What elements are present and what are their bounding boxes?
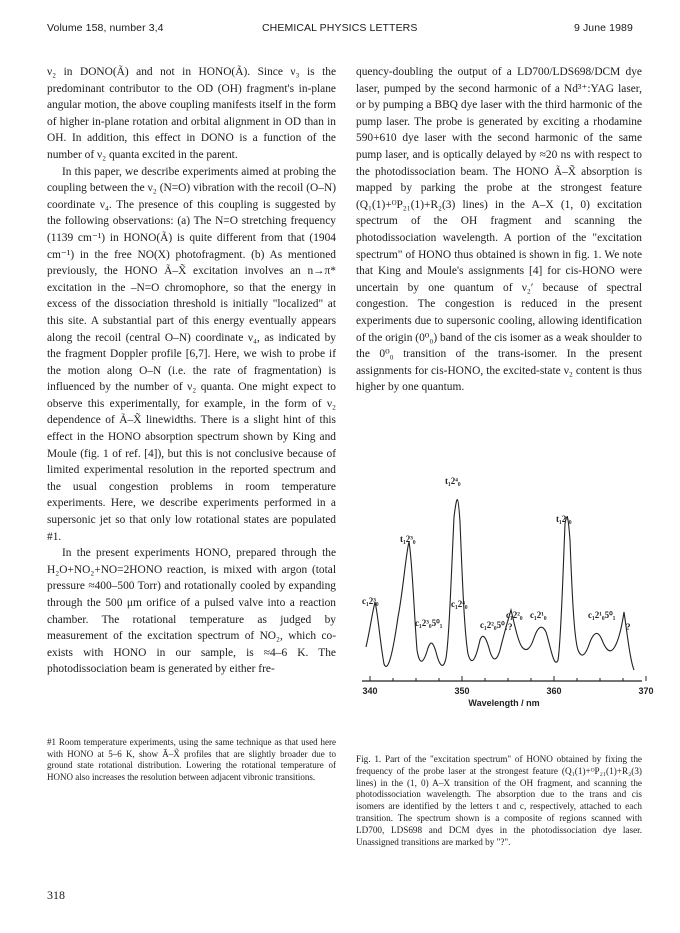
right-paragraph-1: quency-doubling the output of a LD700/LDS698/DCM dye laser, pumped by the second harmonic of a Nd³⁺:YAG laser, or by pumping a BBQ dye laser with the third harmonic of the pump laser. The probe is generated by exciting a rhodamine 590+610 dye laser with the second harmonic of the same pump laser, and is optically delayed by ≈20 ns with respect to the photodissociation beam. The HONO Ã–X̃ absorption is mapped by parking the probe at the strongest feature (Q₁(1)+ᴼP₂₁(1)+R₂(3) lines) in the A–X (1, 0) excitation spectrum of the OH fragment and scanning the photodissociation wavelength. A portion of the "excitation spectrum" of HONO thus obtained is shown in fig. 1. We note that King and Moule's assignments [4] for cis-HONO were uncertain by one quantum of ν₂′ because of spectral congestion. The congestion is reduced in the present experiments due to supersonic cooling, allowing identification of the origin (0⁰₀) band of the cis isomer as a weak shoulder to the 0⁰₀ transition of the trans-isomer. In the present assignments for cis-HONO, the excited-state ν₂ content is thus higher by one quantum. <box>356 66 642 394</box>
peak-label: c₁2²₀5⁰₁ <box>480 620 508 630</box>
spectrum-trace <box>366 500 634 670</box>
footnote: #1 Room temperature experiments, using the same technique as that used here with HONO at 5–6 K, show Ã–X̃ profiles that are slightly broader due to ground state rotational distribution. Lowering the rotational temperature of HONO also increases the resolution between adjacent vibronic transitions. <box>47 737 336 782</box>
x-tick-label: 340 <box>362 686 378 696</box>
figure-caption: Fig. 1. Part of the "excitation spectrum" of HONO obtained by fixing the frequency of the probe laser at the strongest feature (Q₁(1)+ᴼP₂₁(1)+R₂(3) lines) in the (1, 0) A–X transition of the OH fragment, and scanning the photodissociation wavelength. The absorption due to the trans and cis isomers are identified by the letters t and c, respectively, attached to each transition. The spectrum shown is a composite of regions scanned with LD700, LDS698 and DCM dyes in the photodissociation dye laser. Unassigned transitions are marked by "?". <box>356 754 642 847</box>
x-tick-label: 370 <box>638 686 654 696</box>
header-volume: Volume 158, number 3,4 <box>47 22 164 34</box>
x-axis-ticks <box>370 676 646 681</box>
peak-label: c₁2¹₀5⁰₁ <box>588 610 616 620</box>
peak-label: ? <box>508 622 513 632</box>
peak-label: t₁2⁴₀ <box>445 476 461 486</box>
peak-label: c₁2¹₀ <box>530 610 547 620</box>
peak-label: c₁2²₀ <box>506 610 523 620</box>
x-tick-label: 350 <box>454 686 470 696</box>
peak-label: c₁2⁴₀ <box>451 599 468 609</box>
figure-1-spectrum <box>358 476 658 744</box>
header-date: 9 June 1989 <box>574 22 633 34</box>
peak-label: c₁2³₀ <box>362 596 379 606</box>
page-number: 318 <box>47 888 65 902</box>
left-paragraph-1: ν₂ in DONO(Ã) and not in HONO(Ã). Since ν₃ is the predominant contributor to the OD (OH) fragment's in-plane angular motion, the above coupling manifests itself in the form of higher in-plane rotation and orbital alignment in OD than in OH. In addition, this effect in DONO is a function of the number of ν₂ quanta excited in the parent. <box>47 66 336 161</box>
left-paragraph-2: In this paper, we describe experiments aimed at probing the coupling between the ν₂ (N=O) vibration with the recoil (O–N) coordinate ν₄. The presence of this coupling is suggested by the following observations: (a) The N=O stretching frequency (1139 cm⁻¹) in HONO(Ã) is quite different from that (1904 cm⁻¹) in the free NO(X) photofragment. (b) As mentioned previously, the HONO Ã–X̃ excitation involves an n→π* excitation in the –N=O chromophore, so that the energy in excess of the dissociation threshold is initially "localized" at this site. A substantial part of this energy eventually appears along the recoil (central O–N) coordinate ν₄, as indicated by the fragment Doppler profile [6,7]. Here, we wish to probe if the motion along O–N (i.e. the rate of fragmentation) is influenced by the number of ν₂ quanta. One might expect to observe this experimentally, for example, in the form of ν₂ dependence of Ã–X̃ linewidths. There is a slight hint of this effect in the HONO absorption spectrum shown by King and Moule (fig. 1 of ref. [4]), but this is not conclusive because of limited experimental resolution in the reported spectrum and the usual congestion problems in room temperature experiments. Here, we describe experiments performed in a supersonic jet so that only low rotational states are populated #1. <box>47 165 336 543</box>
peak-label: ? <box>626 622 631 632</box>
header-journal: CHEMICAL PHYSICS LETTERS <box>262 22 418 34</box>
right-column <box>356 64 642 396</box>
left-paragraph-3: In the present experiments HONO, prepared through the H₂O+NO₂+NO=2HONO reaction, is mixed with argon (total pressure ≈400–500 Torr) and rotationally cooled by expanding through the 500 μm orifice of a pulsed valve into a reaction chamber. The rotational temperature as judged by measurement of the excitation spectrum of NO₂, which co-exists with HONO in our sample, is ≈4–6 K. The photodissociation beam is generated by either fre- <box>47 547 336 676</box>
peak-label: c₁2³₀5⁰₁ <box>415 618 443 628</box>
peak-label: t₁2³₀ <box>400 534 416 544</box>
left-column <box>47 64 336 678</box>
x-axis-label: Wavelength / nm <box>468 698 540 708</box>
x-tick-label: 360 <box>546 686 562 696</box>
peak-label: t₁2¹₀ <box>556 514 572 524</box>
